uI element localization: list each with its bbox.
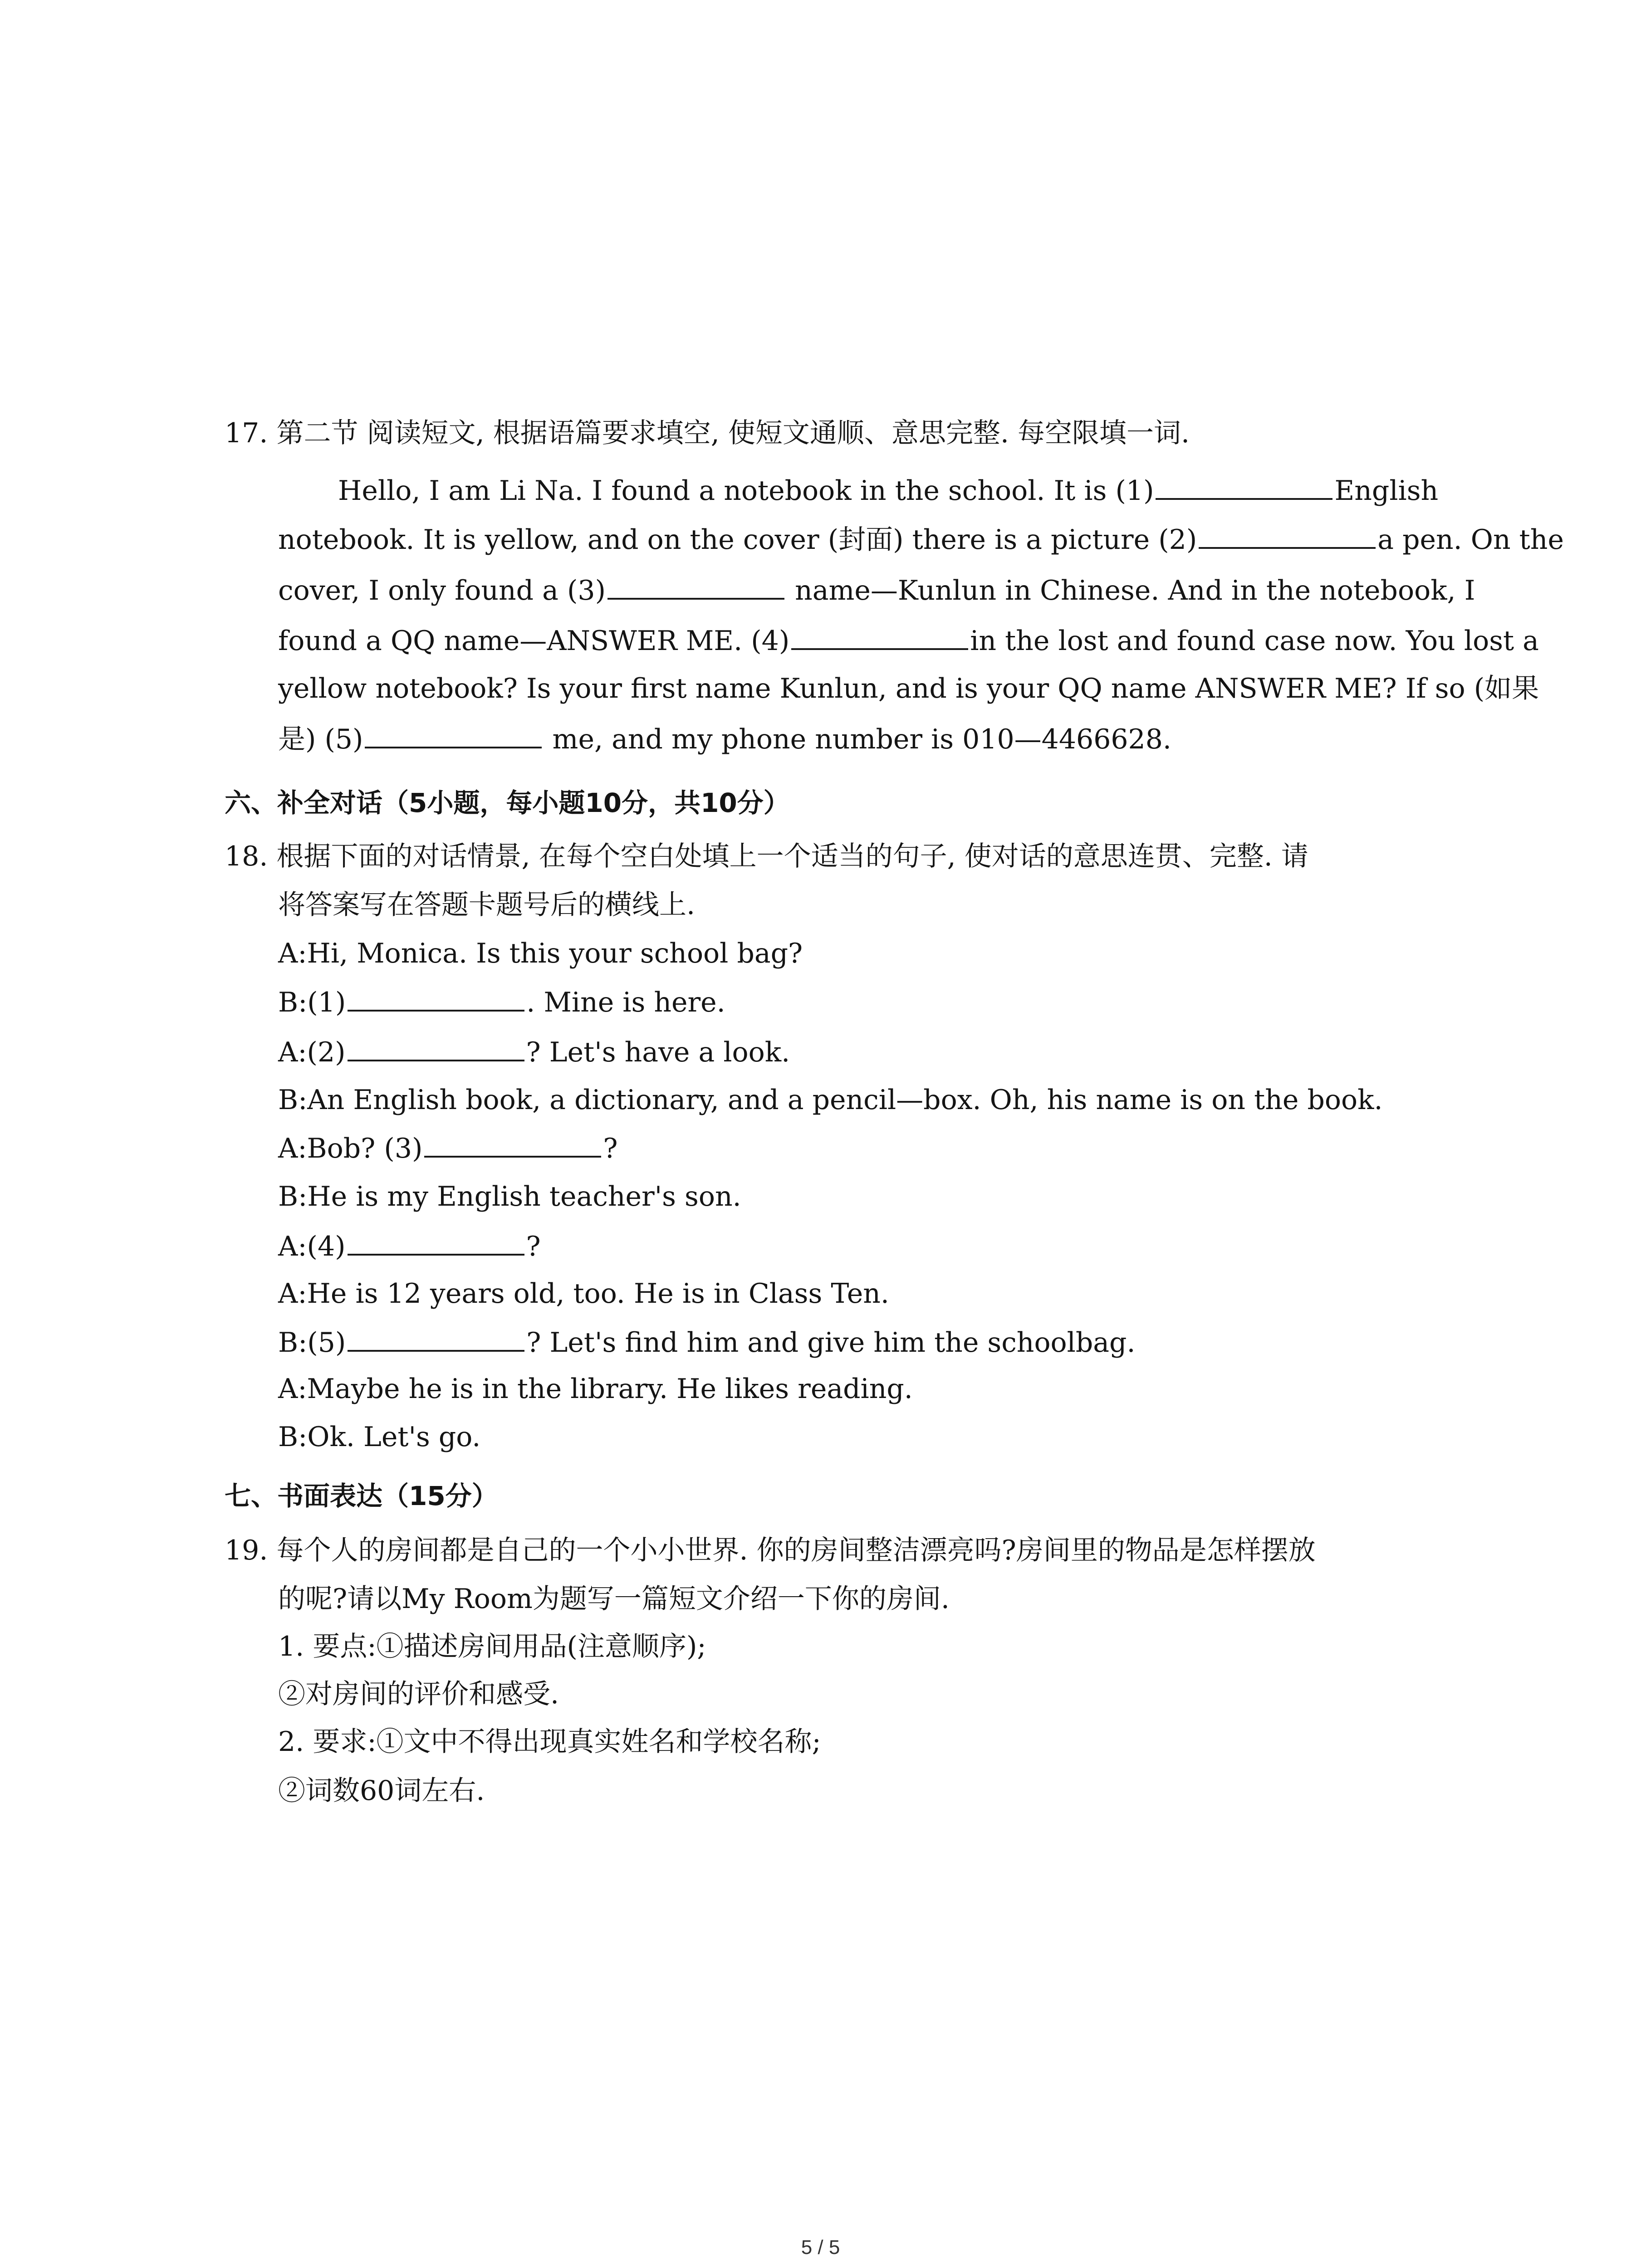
dialog-text: B:(1) [278, 987, 346, 1018]
dialog-text: ? Let's find him and give him the schoolbag. [526, 1327, 1136, 1359]
blank-4[interactable] [791, 623, 968, 650]
dialog-text: ? Let's have a look. [526, 1036, 790, 1068]
passage-text: in the lost and found case now. You lost a [970, 625, 1539, 657]
q18-instruction-text: 根据下面的对话情景, 在每个空白处填上一个适当的句子, 使对话的意思连贯、完整. 请 [276, 841, 1308, 872]
q17-passage-line-2 [278, 522, 1564, 558]
dialog-line-8: A:He is 12 years old, too. He is in Class Ten. [278, 1278, 889, 1310]
section-7-heading: 七、书面表达（15分） [225, 1481, 498, 1511]
dialog-line-4: B:An English book, a dictionary, and a pencil—box. Oh, his name is on the book. [278, 1084, 1383, 1116]
q19-requirement-1: 1. 要点:①描述房间用品(注意顺序); [278, 1631, 706, 1662]
q19-instruction-1 [225, 1532, 1316, 1569]
dialog-blank-5[interactable] [348, 1325, 524, 1352]
q17-number: 17. [225, 417, 268, 449]
passage-text: English [1334, 475, 1439, 507]
passage-text: cover, I only found a (3) [278, 575, 606, 606]
passage-text: a pen. On the [1377, 524, 1564, 556]
dialog-line-6: B:He is my English teacher's son. [278, 1181, 741, 1212]
dialog-blank-3[interactable] [424, 1130, 601, 1158]
dialog-line-7 [278, 1228, 541, 1265]
q18-instruction-1 [225, 838, 1308, 875]
passage-text: Hello, I am Li Na. I found a notebook in the school. It is (1) [338, 475, 1154, 507]
dialog-line-3 [278, 1034, 790, 1070]
dialog-text: ? [603, 1133, 618, 1164]
passage-text: found a QQ name—ANSWER ME. (4) [278, 625, 790, 657]
passage-text: name—Kunlun in Chinese. And in the notebook, I [786, 575, 1475, 606]
dialog-line-2 [278, 984, 725, 1021]
blank-5[interactable] [365, 721, 542, 748]
passage-text: notebook. It is yellow, and on the cover (封面) there is a picture (2) [278, 524, 1197, 556]
q19-requirement-4: ②词数60词左右. [278, 1775, 485, 1807]
q18-number: 18. [225, 841, 268, 872]
passage-text: 是) (5) [278, 723, 363, 755]
dialog-line-1: A:Hi, Monica. Is this your school bag? [278, 938, 803, 969]
dialog-text: B:(5) [278, 1327, 346, 1359]
q17-passage-line-6 [278, 721, 1171, 758]
passage-text: yellow notebook? Is your first name Kunlun, and is your QQ name ANSWER ME? If so (如果 [278, 673, 1539, 704]
q19-instruction-text: 每个人的房间都是自己的一个小小世界. 你的房间整洁漂亮吗?房间里的物品是怎样摆放 [276, 1535, 1316, 1566]
q19-number: 19. [225, 1535, 268, 1566]
section-6-heading: 六、补全对话（5小题，每小题10分，共10分） [225, 787, 790, 818]
q19-requirement-3: 2. 要求:①文中不得出现真实姓名和学校名称; [278, 1726, 821, 1758]
blank-3[interactable] [607, 572, 784, 600]
q17-passage-line-4 [278, 623, 1539, 659]
q19-requirement-2: ②对房间的评价和感受. [278, 1678, 559, 1710]
q19-instruction-2: 的呢?请以My Room为题写一篇短文介绍一下你的房间. [278, 1583, 950, 1615]
dialog-text: ? [526, 1231, 541, 1262]
dialog-text: A:Bob? (3) [278, 1133, 423, 1164]
page-number: 5 / 5 [801, 2236, 840, 2258]
q17-instruction-text: 第二节 阅读短文, 根据语篇要求填空, 使短文通顺、意思完整. 每空限填一词. [276, 417, 1190, 449]
q17-passage-line-1 [338, 473, 1438, 509]
dialog-blank-2[interactable] [348, 1034, 524, 1061]
q17-passage-line-5 [278, 670, 1539, 707]
dialog-text: A:(2) [278, 1036, 346, 1068]
dialog-text: A:(4) [278, 1231, 346, 1262]
dialog-blank-4[interactable] [348, 1228, 524, 1256]
blank-2[interactable] [1199, 522, 1376, 549]
q18-instruction-2: 将答案写在答题卡题号后的横线上. [278, 889, 696, 921]
dialog-blank-1[interactable] [348, 984, 524, 1012]
q17-instruction [225, 415, 1190, 451]
dialog-line-9 [278, 1325, 1136, 1361]
q17-passage-line-3 [278, 572, 1475, 609]
dialog-line-11: B:Ok. Let's go. [278, 1421, 481, 1453]
dialog-line-10: A:Maybe he is in the library. He likes reading. [278, 1373, 913, 1405]
dialog-line-5 [278, 1130, 618, 1167]
passage-text: me, and my phone number is 010—4466628. [544, 723, 1171, 755]
blank-1[interactable] [1156, 473, 1332, 500]
dialog-text: . Mine is here. [526, 987, 725, 1018]
